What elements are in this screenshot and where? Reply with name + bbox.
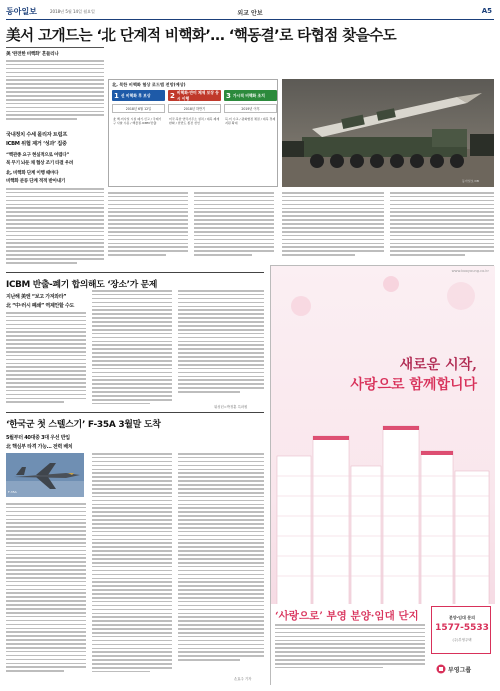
- booyoung-advertisement[interactable]: [270, 265, 494, 685]
- issue-date: 2018년 5월 14일 월요일: [50, 9, 95, 14]
- ad-phone-label: 분양·임대 문의: [448, 615, 476, 620]
- article-subheadline: 북 무기 놔둔 채 협상 조기 타결 우려: [6, 161, 74, 166]
- article-body: [92, 453, 172, 683]
- f35-photo: [6, 453, 84, 497]
- photo-caption: 동아일보 DB: [462, 179, 479, 183]
- article-body: [6, 188, 104, 272]
- ad-url[interactable]: www.booyoung.co.kr: [451, 269, 489, 273]
- infobox-title: 北, 북한 비핵화 협상 로드맵 전망(예상): [112, 82, 186, 87]
- article-body: [178, 290, 264, 402]
- step-label: 비핵화·반미 체제 보장 동시 이행: [176, 89, 219, 101]
- step-description: 北 핵·미사일 시설 폐기·신고 / 국제기구 사찰 수용 / 핵물질·ICBM 반출: [113, 117, 162, 125]
- roadmap-step: [224, 90, 277, 185]
- ad-phone-note: (주)부영주택: [452, 638, 472, 642]
- f35-subheadline: 北 핵심부 타격 가능… 전력 배치: [6, 444, 73, 450]
- f35-headline: ‘한국군 첫 스텔스기’ F-35A 3월말 도착: [6, 420, 161, 430]
- step-description: 북·미 수교 / 평화협정 체결 / 대북 경제 지원 확대: [225, 117, 276, 125]
- article-subheadline: 국내정치 수세 몰리자 트럼프: [6, 132, 68, 138]
- fighter-jet-illustration: [6, 453, 84, 497]
- missile-photo: [282, 79, 494, 187]
- step-label: 가시적 비핵화 조치: [232, 92, 265, 98]
- f35-caption: F-35A: [8, 490, 17, 494]
- ad-slogan-2: 사랑으로 함께합니다: [350, 377, 477, 393]
- article-subheadline: “핵관종 요구 현실적으로 어렵다”: [6, 153, 70, 158]
- step-date: 2018년 하반기: [168, 104, 221, 113]
- article-body: [282, 192, 384, 260]
- roadmap-step: [112, 90, 165, 185]
- divider: [6, 272, 264, 273]
- icbm-byline: 워싱턴=박정훈 특파원: [214, 405, 248, 409]
- ad-contact-box: [431, 606, 491, 654]
- ad-complex-list: [275, 624, 425, 680]
- step-date: 2019년 이후: [224, 104, 277, 113]
- section-title: 외교 안보: [237, 10, 263, 17]
- article-body: [6, 312, 86, 410]
- step-number: 1: [114, 91, 119, 100]
- step-date: 2018년 6월 12일: [112, 104, 165, 113]
- article-body: [92, 290, 172, 410]
- article-subheadline: 北, 비핵화 단계 이행 때마다: [6, 171, 59, 176]
- step-number: 2: [170, 91, 175, 100]
- article-tag: 美 ‘완전한 비핵화’ 흔들리나: [6, 52, 59, 57]
- ad-phone-number[interactable]: 1577-5533: [435, 623, 489, 633]
- ad-brand: [436, 664, 471, 674]
- article-body: [178, 453, 264, 673]
- article-body: [194, 192, 274, 260]
- divider: [6, 47, 104, 48]
- brand-name: 부영그룹: [448, 666, 472, 674]
- f35-byline: 손효주 기자: [234, 677, 252, 681]
- article-subheadline: 비핵화 분류 단계 적적 받아내기: [6, 179, 65, 184]
- icbm-subheadline: 北 “中·러시 폐쇄” 역제안할 수도: [6, 303, 75, 309]
- article-body: [108, 192, 188, 260]
- step-description: 미국·북한 연락사무소 설치 / 대북 제재 완화 / 한반도 종전 선언: [169, 117, 220, 125]
- article-body: [390, 192, 494, 260]
- ad-bottom-headline: ‘사랑으로’ 부영 분양·임대 단지: [275, 610, 419, 622]
- icbm-headline: ICBM 반출-폐기 합의해도 ‘장소’가 문제: [6, 280, 158, 290]
- f35-subheadline: 5월부터 40대중 3대 우선 반입: [6, 435, 70, 441]
- divider: [6, 412, 264, 413]
- missile-illustration: [282, 79, 494, 187]
- ad-slogan-1: 새로운 시작,: [399, 357, 477, 373]
- icbm-subheadline: 지난해 美엔 “보고 가져와라”: [6, 294, 67, 300]
- article-body: [6, 60, 104, 124]
- step-label: 선 비핵화 후 보상: [120, 92, 151, 98]
- main-headline: 美서 고개드는 ‘北 단계적 비핵화’… ‘핵동결’로 타협점 찾을수도: [6, 27, 397, 44]
- booyoung-logo-icon: [436, 664, 446, 674]
- article-body: [6, 503, 86, 683]
- roadmap-infobox: [108, 79, 278, 187]
- step-number: 3: [226, 91, 231, 100]
- page-number: A5: [481, 7, 492, 15]
- article-subheadline: ICBM 위협 제거 ‘성과’ 집중: [6, 141, 67, 147]
- newspaper-logo: 동아일보: [6, 6, 37, 16]
- roadmap-step: [168, 90, 221, 185]
